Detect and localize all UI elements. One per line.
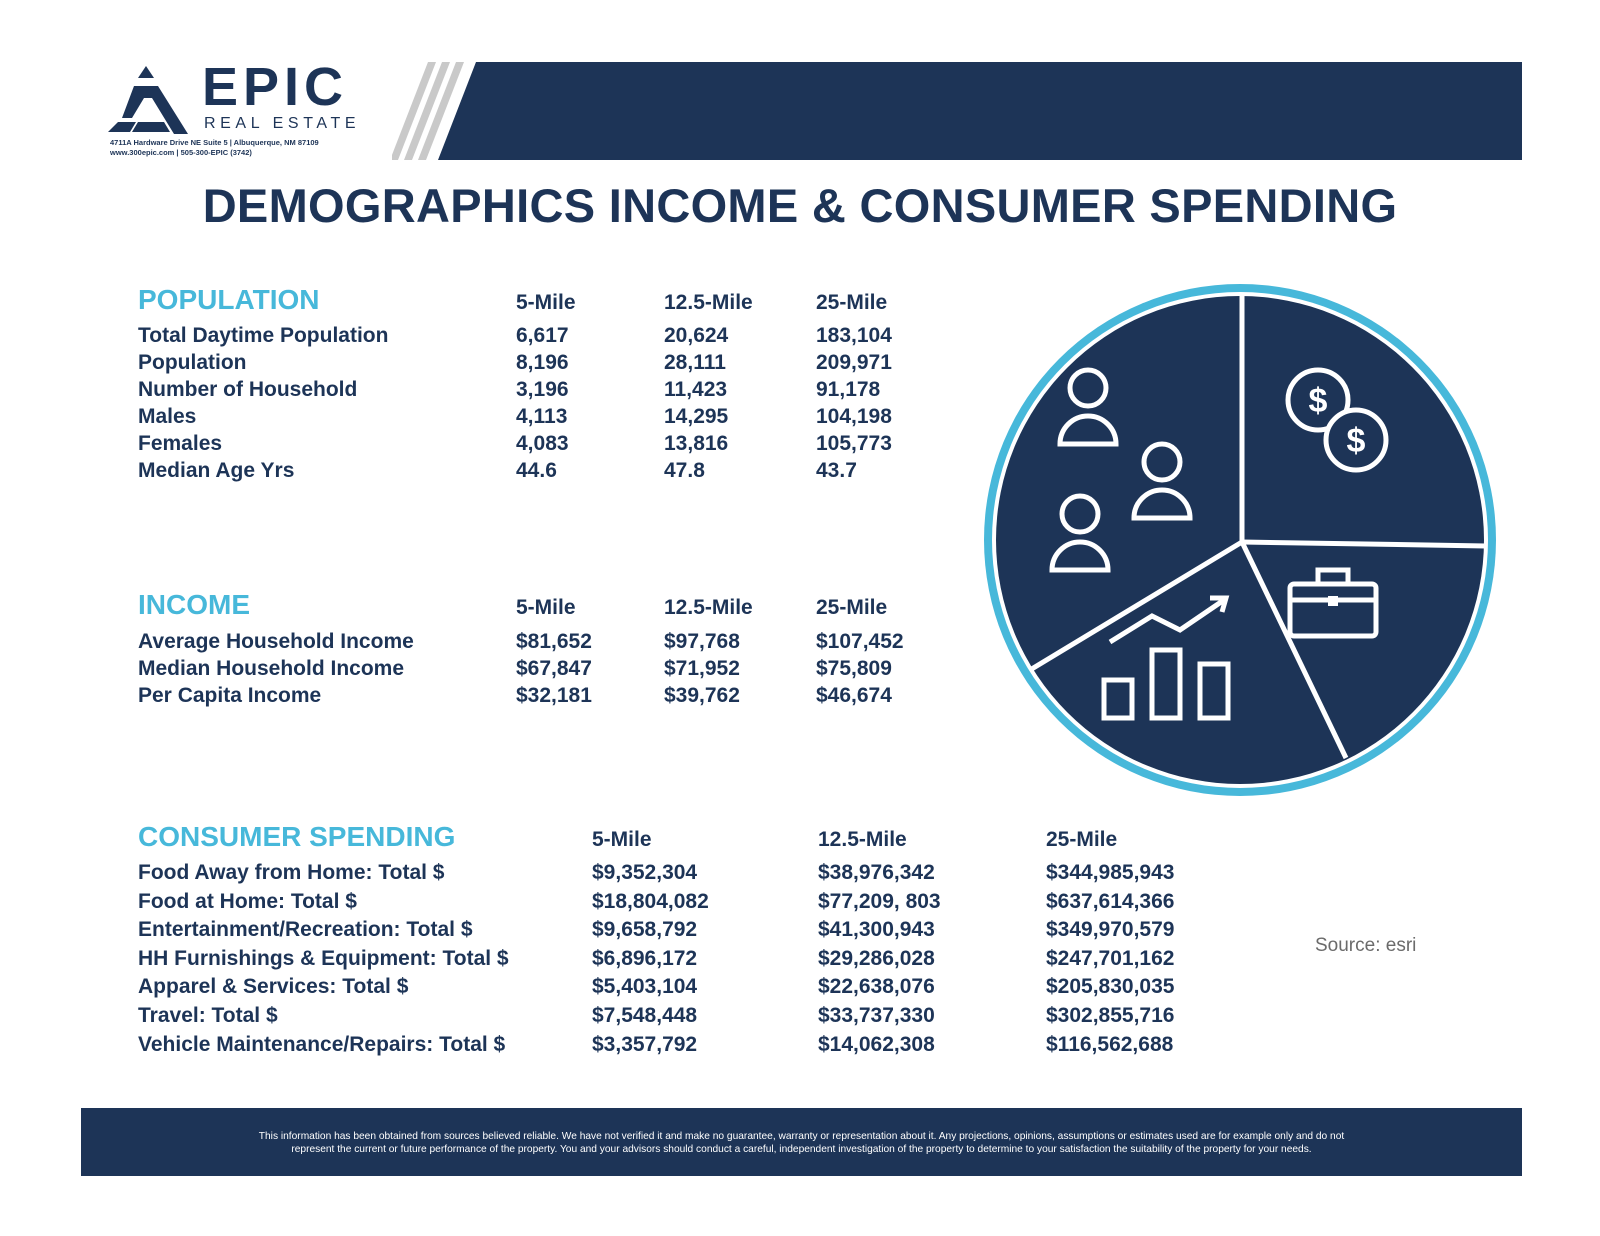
value-12mile: 11,423 bbox=[664, 378, 728, 401]
spending-col-5mile: 5-Mile bbox=[592, 828, 652, 851]
disclaimer-line-2: represent the current or future performance of the property. You and your advisors should conduct a careful, independent investigation of the property to determine to your satisfaction the suitability of the property for your needs. bbox=[291, 1144, 1312, 1155]
population-col-5mile: 5-Mile bbox=[516, 291, 576, 314]
value-25mile: $46,674 bbox=[816, 684, 892, 707]
value-5mile: $9,352,304 bbox=[592, 861, 698, 884]
row-label: Males bbox=[138, 405, 197, 428]
value-25mile: 105,773 bbox=[816, 432, 892, 455]
value-25mile: $116,562,688 bbox=[1046, 1033, 1174, 1056]
population-col-25mile: 25-Mile bbox=[816, 291, 888, 314]
value-5mile: $67,847 bbox=[516, 657, 592, 680]
row-label: Median Age Yrs bbox=[138, 459, 295, 482]
value-25mile: $107,452 bbox=[816, 630, 904, 653]
value-5mile: $18,804,082 bbox=[592, 890, 709, 913]
page-title: DEMOGRAPHICS INCOME & CONSUMER SPENDING bbox=[202, 179, 1398, 232]
row-label: Entertainment/Recreation: Total $ bbox=[138, 918, 473, 941]
row-label: Females bbox=[138, 432, 223, 455]
brand-contact: www.300epic.com | 505-300-EPIC (3742) bbox=[110, 148, 252, 157]
value-25mile: $349,970,579 bbox=[1046, 918, 1175, 941]
value-5mile: 8,196 bbox=[516, 351, 569, 374]
income-col-25mile: 25-Mile bbox=[816, 596, 888, 619]
row-label: Per Capita Income bbox=[138, 684, 322, 707]
value-12mile: 14,295 bbox=[664, 405, 729, 428]
value-5mile: $3,357,792 bbox=[592, 1033, 698, 1056]
value-12mile: 28,111 bbox=[664, 351, 726, 374]
value-5mile: 44.6 bbox=[516, 459, 557, 482]
svg-text:$: $ bbox=[1346, 422, 1366, 460]
row-label: Travel: Total $ bbox=[138, 1004, 278, 1027]
demographics-pie-graphic bbox=[980, 280, 1500, 800]
value-12mile: $39,762 bbox=[664, 684, 740, 707]
value-25mile: 104,198 bbox=[816, 405, 892, 428]
row-label: Food at Home: Total $ bbox=[138, 890, 357, 913]
value-12mile: $14,062,308 bbox=[818, 1033, 935, 1056]
svg-text:$: $ bbox=[1308, 382, 1328, 420]
row-label: Population bbox=[138, 351, 247, 374]
value-5mile: $81,652 bbox=[516, 630, 592, 653]
value-12mile: $97,768 bbox=[664, 630, 740, 653]
header-banner bbox=[392, 62, 1522, 160]
value-25mile: 43.7 bbox=[816, 459, 857, 482]
value-12mile: 13,816 bbox=[664, 432, 729, 455]
value-25mile: $75,809 bbox=[816, 657, 892, 680]
footer-disclaimer bbox=[81, 1108, 1522, 1176]
value-12mile: $22,638,076 bbox=[818, 975, 935, 998]
value-5mile: $5,403,104 bbox=[592, 975, 698, 998]
value-25mile: $302,855,716 bbox=[1046, 1004, 1175, 1027]
value-25mile: $205,830,035 bbox=[1046, 975, 1175, 998]
income-col-12mile: 12.5-Mile bbox=[664, 596, 753, 619]
value-5mile: $9,658,792 bbox=[592, 918, 698, 941]
value-12mile: $33,737,330 bbox=[818, 1004, 935, 1027]
value-12mile: 20,624 bbox=[664, 324, 729, 347]
spending-col-12mile: 12.5-Mile bbox=[818, 828, 907, 851]
value-5mile: $6,896,172 bbox=[592, 947, 698, 970]
row-label: Average Household Income bbox=[138, 630, 414, 653]
row-label: Median Household Income bbox=[138, 657, 405, 680]
row-label: Apparel & Services: Total $ bbox=[138, 975, 409, 998]
value-25mile: $637,614,366 bbox=[1046, 890, 1175, 913]
value-5mile: $7,548,448 bbox=[592, 1004, 698, 1027]
brand-name: EPIC bbox=[202, 57, 349, 117]
brand-address: 4711A Hardware Drive NE Suite 5 | Albuquerque, NM 87109 bbox=[110, 138, 319, 147]
disclaimer-line-1: This information has been obtained from sources believed reliable. We have not verified it and make no guarantee, warranty or representation about it. Any projections, opinions, assumptions or estimates used are for example only and do not bbox=[258, 1131, 1345, 1142]
spending-col-25mile: 25-Mile bbox=[1046, 828, 1118, 851]
value-12mile: $71,952 bbox=[664, 657, 740, 680]
value-25mile: 209,971 bbox=[816, 351, 892, 374]
row-label: HH Furnishings & Equipment: Total $ bbox=[138, 947, 509, 970]
income-heading: INCOME bbox=[138, 589, 250, 620]
row-label: Total Daytime Population bbox=[138, 324, 389, 347]
brand-tagline: REAL ESTATE bbox=[204, 115, 361, 132]
population-col-12mile: 12.5-Mile bbox=[664, 291, 753, 314]
source-note: Source: esri bbox=[1315, 935, 1417, 956]
value-12mile: 47.8 bbox=[664, 459, 705, 482]
value-25mile: 91,178 bbox=[816, 378, 881, 401]
income-col-5mile: 5-Mile bbox=[516, 596, 576, 619]
value-25mile: 183,104 bbox=[816, 324, 892, 347]
value-5mile: 3,196 bbox=[516, 378, 569, 401]
row-label: Vehicle Maintenance/Repairs: Total $ bbox=[138, 1033, 506, 1056]
value-5mile: 6,617 bbox=[516, 324, 569, 347]
value-12mile: $29,286,028 bbox=[818, 947, 935, 970]
value-12mile: $77,209, 803 bbox=[818, 890, 941, 913]
value-12mile: $38,976,342 bbox=[818, 861, 935, 884]
spending-heading: CONSUMER SPENDING bbox=[138, 821, 456, 852]
value-12mile: $41,300,943 bbox=[818, 918, 935, 941]
value-5mile: 4,113 bbox=[516, 405, 568, 428]
value-5mile: 4,083 bbox=[516, 432, 569, 455]
logo-mark-icon bbox=[108, 66, 188, 138]
population-heading: POPULATION bbox=[138, 284, 320, 315]
value-25mile: $247,701,162 bbox=[1046, 947, 1175, 970]
value-25mile: $344,985,943 bbox=[1046, 861, 1175, 884]
value-5mile: $32,181 bbox=[516, 684, 592, 707]
row-label: Number of Household bbox=[138, 378, 358, 401]
brand-logo bbox=[108, 57, 378, 162]
row-label: Food Away from Home: Total $ bbox=[138, 861, 445, 884]
